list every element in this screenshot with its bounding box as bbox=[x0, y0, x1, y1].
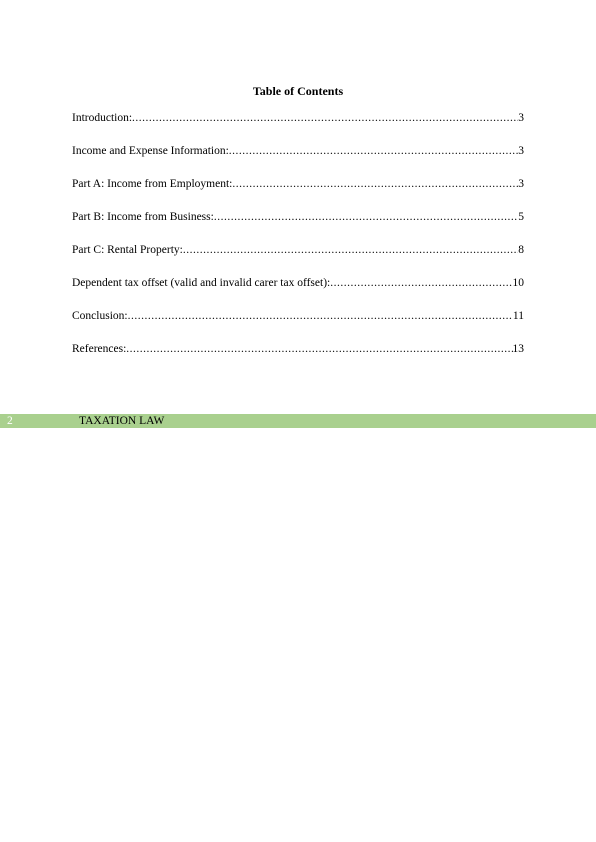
toc-title: Table of Contents bbox=[252, 84, 344, 98]
toc-leader-dots bbox=[183, 244, 518, 257]
toc-entry-label: Conclusion: bbox=[72, 310, 128, 322]
toc-entry-dependent-tax-offset[interactable] bbox=[72, 277, 524, 310]
toc-leader-dots bbox=[229, 145, 518, 158]
toc-list bbox=[72, 112, 524, 376]
toc-entry-part-c[interactable] bbox=[72, 244, 524, 277]
toc-entry-conclusion[interactable] bbox=[72, 310, 524, 343]
toc-entry-page: 10 bbox=[512, 277, 524, 289]
toc-entry-part-a[interactable] bbox=[72, 178, 524, 211]
toc-leader-dots bbox=[214, 211, 518, 224]
toc-entry-part-b[interactable] bbox=[72, 211, 524, 244]
toc-leader-dots bbox=[232, 178, 518, 191]
running-header-title: TAXATION LAW bbox=[79, 415, 165, 427]
toc-leader-dots bbox=[128, 310, 513, 323]
page-number: 2 bbox=[7, 415, 13, 427]
toc-entry-references[interactable] bbox=[72, 343, 524, 376]
toc-entry-page: 3 bbox=[518, 145, 524, 157]
toc-entry-label: Part B: Income from Business: bbox=[72, 211, 214, 223]
toc-entry-label: Dependent tax offset (valid and invalid carer tax offset): bbox=[72, 277, 331, 289]
toc-entry-income-expense[interactable] bbox=[72, 145, 524, 178]
toc-entry-page: 5 bbox=[518, 211, 524, 223]
toc-entry-page: 11 bbox=[512, 310, 524, 322]
toc-entry-label: Part C: Rental Property: bbox=[72, 244, 183, 256]
toc-entry-label: Part A: Income from Employment: bbox=[72, 178, 233, 190]
page-footer-band bbox=[0, 414, 596, 428]
toc-entry-label: Income and Expense Information: bbox=[72, 145, 229, 157]
toc-leader-dots bbox=[126, 343, 512, 356]
toc-entry-page: 3 bbox=[518, 112, 524, 124]
toc-entry-label: Introduction: bbox=[72, 112, 133, 124]
toc-entry-page: 13 bbox=[512, 343, 524, 355]
toc-leader-dots bbox=[132, 112, 518, 125]
toc-entry-page: 8 bbox=[518, 244, 524, 256]
toc-entry-page: 3 bbox=[518, 178, 524, 190]
toc-leader-dots bbox=[330, 277, 512, 290]
toc-entry-label: References: bbox=[72, 343, 127, 355]
toc-entry-introduction[interactable] bbox=[72, 112, 524, 145]
